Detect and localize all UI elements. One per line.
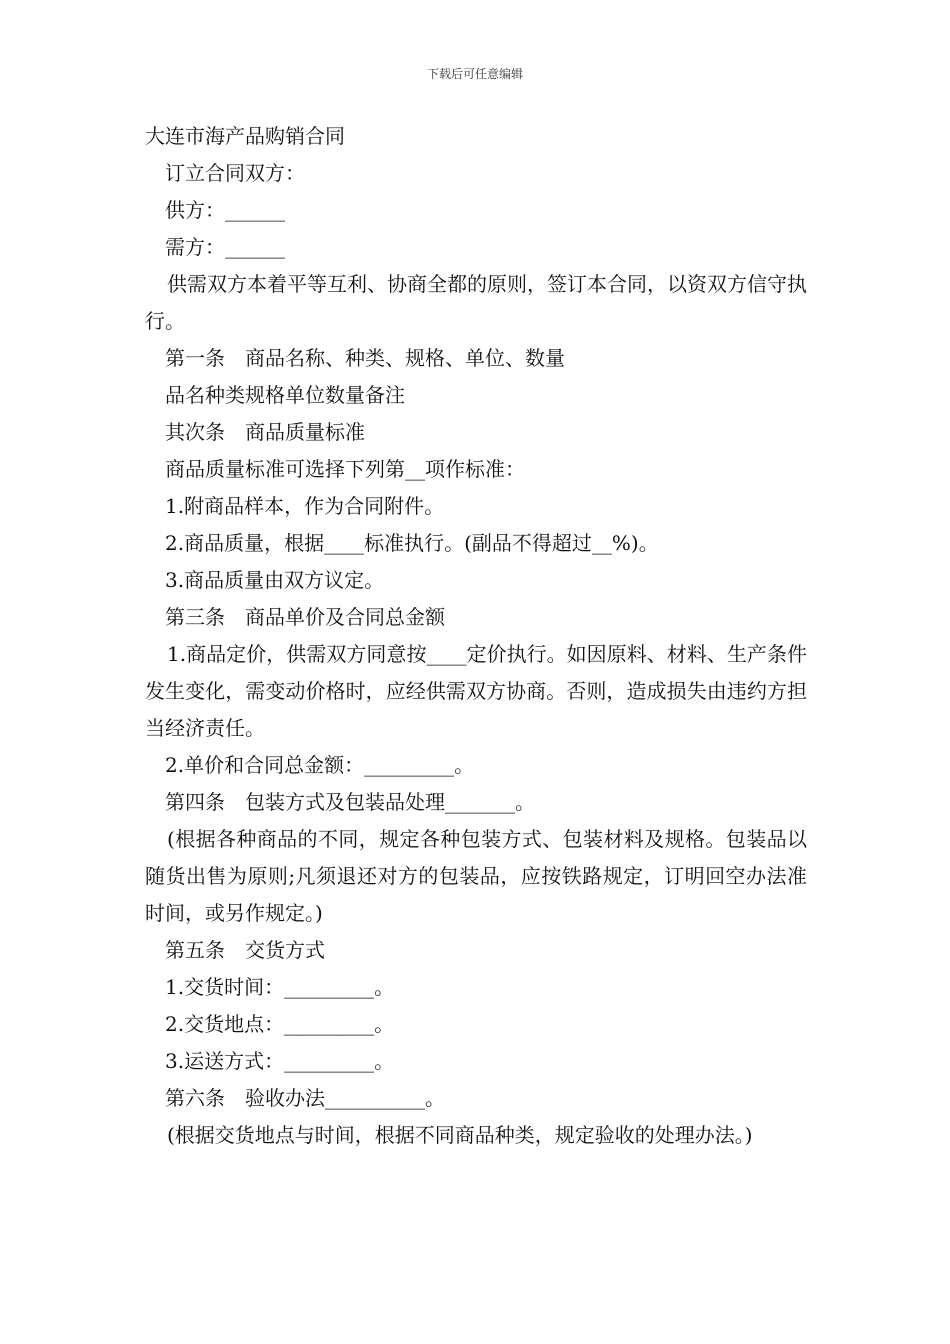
article-3-item-2: 2.单价和合同总金额：_________。 — [165, 753, 475, 777]
article-1-heading: 第一条 商品名称、种类、规格、单位、数量 — [165, 346, 565, 370]
article-5-heading: 第五条 交货方式 — [165, 938, 325, 962]
buyer-line: 需方：______ — [165, 235, 285, 259]
parties-heading: 订立合同双方： — [165, 161, 305, 185]
article-4-heading: 第四条 包装方式及包装品处理_______。 — [165, 790, 535, 814]
article-2-item-3: 3.商品质量由双方议定。 — [165, 568, 385, 592]
article-2-item-2: 2.商品质量，根据____标准执行。(副品不得超过__%)。 — [165, 531, 659, 555]
article-1-columns: 品名种类规格单位数量备注 — [165, 383, 405, 407]
preamble-paragraph: 供需双方本着平等互利、协商全都的原则，签订本合同，以资双方信守执行。 — [145, 272, 807, 333]
article-2-intro: 商品质量标准可选择下列第__项作标准： — [165, 457, 525, 481]
article-3-heading: 第三条 商品单价及合同总金额 — [165, 605, 445, 629]
contract-title: 大连市海产品购销合同 — [145, 124, 345, 148]
article-5-item-3: 3.运送方式：_________。 — [165, 1049, 395, 1073]
article-6-note: (根据交货地点与时间，根据不同商品种类，规定验收的处理办法。) — [167, 1123, 753, 1147]
article-4-note: (根据各种商品的不同，规定各种包装方式、包装材料及规格。包装品以随货出售为原则;凡须退还对方的包装品，应按铁路规定，订明回空办法准时间，或另作规定。) — [145, 827, 807, 925]
header-note: 下载后可任意编辑 — [426, 67, 523, 81]
article-2-heading: 其次条 商品质量标准 — [165, 420, 365, 444]
page-header — [0, 66, 950, 82]
article-5-item-2: 2.交货地点：_________。 — [165, 1012, 395, 1036]
article-6-heading: 第六条 验收办法__________。 — [165, 1086, 445, 1110]
contract-body — [145, 118, 807, 1154]
supplier-line: 供方：______ — [165, 198, 285, 222]
article-5-item-1: 1.交货时间：_________。 — [165, 975, 395, 999]
article-2-item-1: 1.附商品样本，作为合同附件。 — [165, 494, 445, 518]
article-3-item-1: 1.商品定价，供需双方同意按____定价执行。如因原料、材料、生产条件发生变化，需变动价格时，应经供需双方协商。否则，造成损失由违约方担当经济责任。 — [145, 642, 807, 740]
